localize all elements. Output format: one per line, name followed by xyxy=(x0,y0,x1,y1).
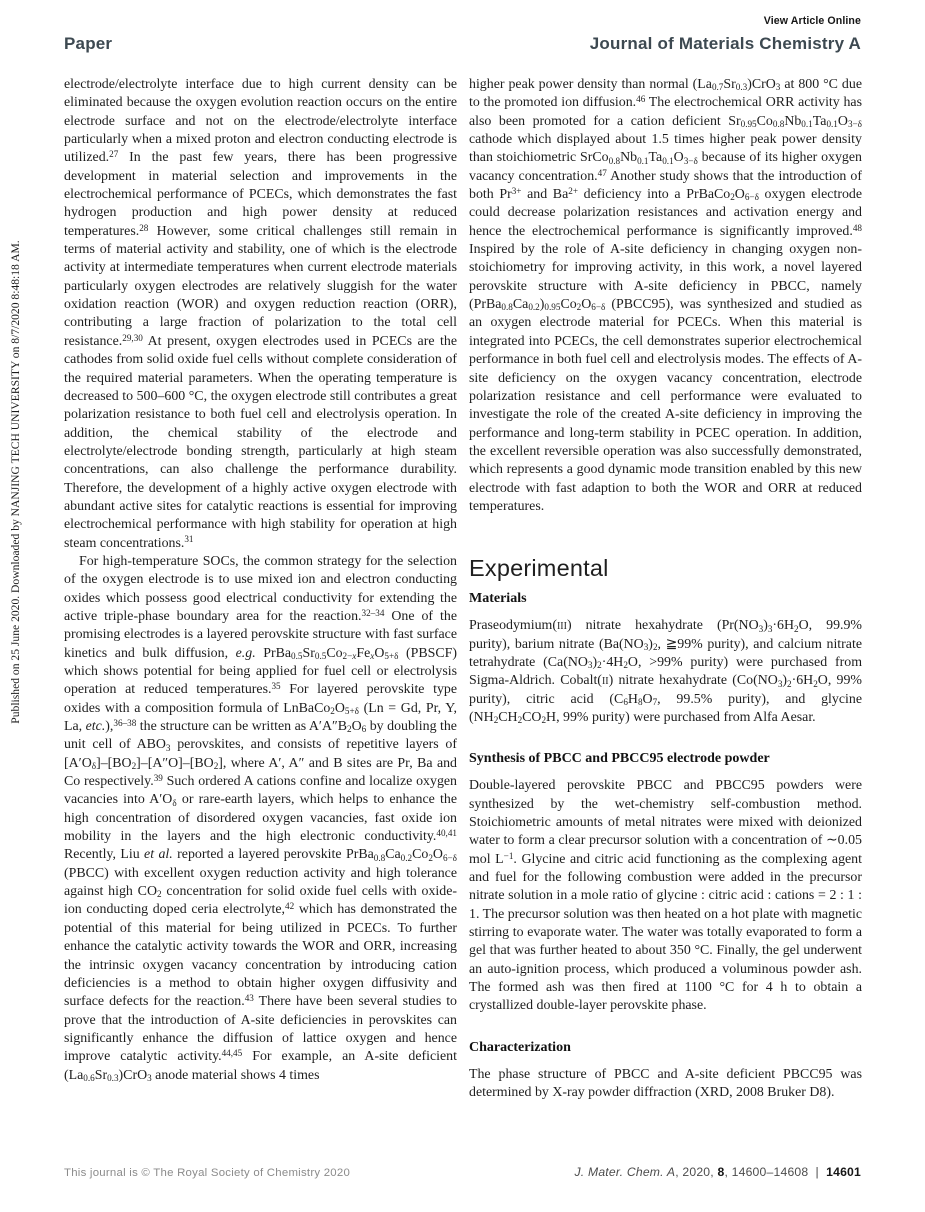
article-type-label: Paper xyxy=(64,34,113,53)
subheading-materials: Materials xyxy=(469,591,527,607)
view-article-online-link[interactable]: View Article Online xyxy=(763,15,861,27)
copyright-notice: This journal is © The Royal Society of Chemistry 2020 xyxy=(64,1167,351,1179)
journal-title: Journal of Materials Chemistry A xyxy=(589,34,861,53)
paragraph-socs-strategy: For high-temperature SOCs, the common strategy for the selection of the oxygen electrode is to use mixed ion and electron conducting oxides which possess good electrical conductivity for extending the active triple-phase boundary area for the reaction.$^{32-34}$ One of the promising electrodes is a layered perovskite structure with fast surface kinetics and bulk diffusion, e.g. $PrBa_{0.5}Sr_{0.5}Co_{2-x}Fe_xO_{5+\delta}$ (PBSCF) which shows potential for being applied for fuel cell or electrolysis operation at reduced temperatures.$^{35}$ For layered perovskite type oxides with a composition formula of $LnBaCo_2O_{5+\delta}$ (Ln = Gd, Pr, Y, La, etc.),$^{36-38}$ the structure can be written as $A'A''B_2O_6$ by doubling the unit cell of $ABO_3$ perovskites, and consists of repetitive layers of $[A'O_\delta]-[BO_2]-[A''O]-[BO_2]$, where A′, A″ and B sites are Pr, Ba and Co respectively.$^{39}$ Such ordered A cations confine and localize oxygen vacancies into $A'O_\delta$ or rare-earth layers, which helps to enhance the high concentration of disordered oxygen vacancies, fast oxide ion mobility in the layers and the high electronic conductivity.$^{40,41}$ Recently, Liu et al. reported a layered perovskite $PrBa_{0.8}Ca_{0.2}Co_2O_{6-\delta}$ (PBCC) with excellent oxygen reduction activity and high tolerance against high $CO_2$ concentration for solid oxide fuel cells with oxide-ion conducting doped ceria electrolyte,$^{42}$ which has demonstrated the potential of this material for being utilized in PCECs. To further enhance the catalytic activity towards the WOR and ORR, increasing the intrinsic oxygen vacancy concentration by introducing cation deficiencies is a method to obtain higher oxygen diffusivity and surface defects for the reaction.$^{43}$ There have been several studies to prove that the introduction of A-site deficiencies in perovskites can significantly enhance the diffusion of lattice oxygen and hence improve catalytic activity.$^{44,45}$ For example, an A-site deficient $(La_{0.6}Sr_{0.3})CrO_3$ anode material shows 4 times xyxy=(64,553,458,1083)
section-heading-experimental: Experimental xyxy=(469,555,609,582)
paragraph-synthesis: Double-layered perovskite PBCC and PBCC95 powders were synthesized by the wet-chemistry self-combustion method. Stoichiometric amounts of metal nitrates were mixed with deionized water to form a clear precursor solution with a concentration of ∼0.05 mol $L^{-1}$. Glycine and citric acid functioning as the complexing agent and fuel for the following combustion were added in the precursor nitrate solution in a mole ratio of glycine : citric acid : cations = 2 : 1 : 1. The precursor solution was then heated on a hot plate with magnetic stirring to evaporate water. The water was totally evaporated to form a gel that was further heated to about 350 °C. Finally, the gel underwent an auto-ignition process, which produced a voluminous powder ash. The formed ash was then fired at 1100 °C for 4 h to obtain a crystallized double-layer perovskite phase. xyxy=(469,778,862,1014)
citation-page-number: J. Mater. Chem. A, 2020, 8, 14600–14608 | 14601 xyxy=(574,1165,861,1179)
left-column xyxy=(64,76,457,1085)
paragraph-intro-continued: electrode/electrolyte interface due to high current density can be eliminated because the oxygen evolution reaction occurs on the entire electrode surface and not on the electrode/electrolyte interface particularly when a mixed proton and electron conducting electrode is utilized.$^{27}$ In the past few years, there has been progressive development in material selection and improvements in the electrochemical performance of PCECs, which demonstrates the fast hydrogen production and high power density at reduced temperatures.$^{28}$ However, some critical challenges still remain in terms of material activity and stability, one of which is the electrode activity at intermediate temperatures when current electrode materials particularly oxygen electrodes are relatively sluggish for the water oxidation reaction (WOR) and oxygen reduction reaction (ORR), contributing a large fraction of polarization to the total cell resistance.$^{29,30}$ At present, oxygen electrodes used in PCECs are the cathodes from solid oxide fuel cells without complete consideration of the required material parameters. When the operating temperature is decreased to 500–600 °C, the oxygen electrode still contributes a great polarization resistance to both fuel cell and electrolysis operation. In addition, the chemical stability of the electrode and electrolyte/electrode bonding strength, particularly at high steam concentrations, can also challenge the performance durability. Therefore, the development of a highly active oxygen electrode with abundant active sites for catalytic reactions is essential for improving electrochemical performance with high stability for operation at high steam concentrations.$^{31}$ xyxy=(64,77,457,551)
page-header xyxy=(64,34,861,54)
paragraph-materials: Praseodymium(iii) nitrate hexahydrate ($Pr(NO_3)_3\cdot 6H_2O$, 99.9% purity), barium nitrate ($Ba(NO_3)_2$, ≧99% purity), and calcium nitrate tetrahydrate ($Ca(NO_3)_2\cdot 4H_2O$, >99% purity) were purchased from Sigma-Aldrich. Cobalt(ii) nitrate hexahydrate ($Co(NO_3)_2\cdot 6H_2O$, 99% purity), citric acid ($C_6H_8O_7$, 99.5% purity), and glycine ($NH_2CH_2CO_2H$, 99% purity) were purchased from Alfa Aesar. xyxy=(469,618,862,726)
paragraph-characterization: The phase structure of PBCC and A-site deficient PBCC95 was determined by X-ray powder diffraction (XRD, 2008 Bruker D8). xyxy=(469,1066,862,1101)
right-column xyxy=(469,76,862,1102)
publication-provenance-note: Published on 25 June 2020. Downloaded by NANJING TECH UNIVERSITY on 8/7/2020 8:48:18 AM. xyxy=(9,240,22,724)
subheading-synthesis: Synthesis of PBCC and PBCC95 electrode powder xyxy=(469,751,770,767)
paragraph-deficiency-intro: higher peak power density than normal $(La_{0.7}Sr_{0.3})CrO_3$ at 800 °C due to the promoted ion diffusion.$^{46}$ The electrochemical ORR activity has also been promoted for a cation deficient $Sr_{0.95}Co_{0.8}Nb_{0.1}Ta_{0.1}O_{3-\delta}$ cathode which displayed about 1.5 times higher peak power density than stoichiometric $SrCo_{0.8}Nb_{0.1}Ta_{0.1}O_{3-\delta}$ because of its higher oxygen vacancy concentration.$^{47}$ Another study shows that the introduction of both $Pr^{3+}$ and $Ba^{2+}$ deficiency into a $PrBaCo_2O_{6-\delta}$ oxygen electrode could decrease polarization resistances and activation energy and hence the electrochemical performance is significantly improved.$^{48}$ Inspired by the role of A-site deficiency in changing oxygen non-stoichiometry for improving activity, in this work, a novel layered perovskite structure with A-site deficiency in PBCC, namely $(PrBa_{0.8}Ca_{0.2})_{0.95}Co_2O_{6-\delta}$ (PBCC95), was synthesized and studied as an oxygen electrode material for PCECs. When this material is integrated into PCECs, the cell demonstrates superior electrochemical performance in both fuel cell and electrolysis modes. The effects of A-site deficiency on the oxygen vacancy concentration, electrode polarization resistance and cell performance were evaluated to investigate the role of the created A-site deficiency in improving the performance and long-term stability in PCEC operation. In addition, the excellent reversible operation was also successfully demonstrated, which represents a good dynamic mode transition enabled by this new electrode with fast adaption to both the WOR and ORR at reduced temperatures. xyxy=(469,77,863,514)
subheading-characterization: Characterization xyxy=(469,1039,571,1055)
